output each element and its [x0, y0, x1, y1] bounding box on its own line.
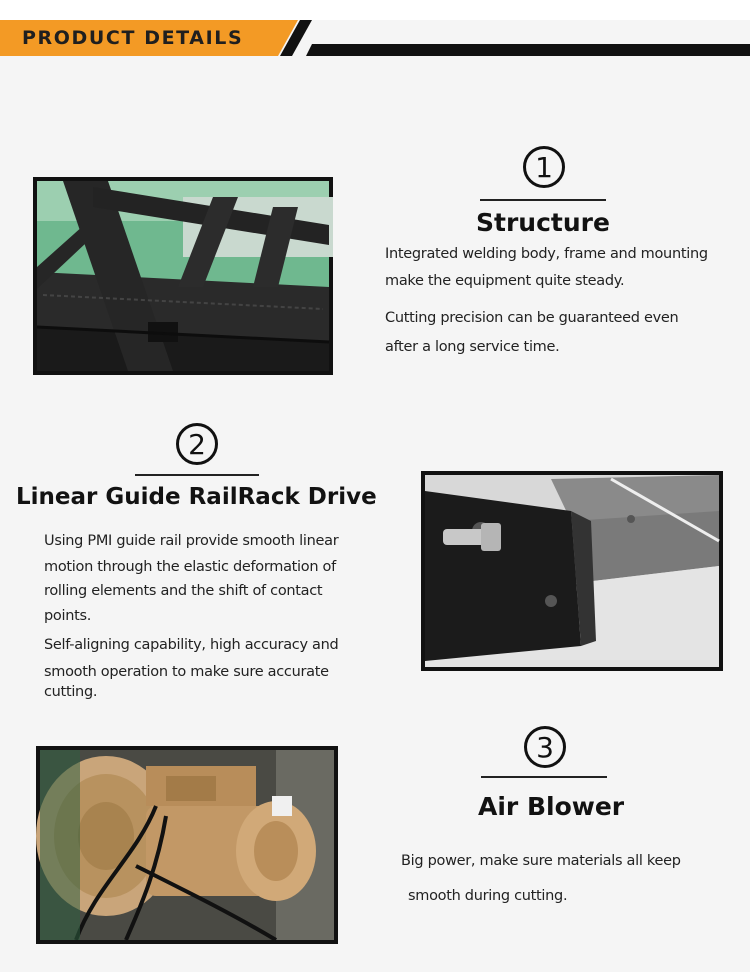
section-paragraph-line: motion through the elastic deformation of — [44, 559, 336, 575]
section-paragraph-line: Cutting precision can be guaranteed even — [385, 310, 679, 326]
section-paragraph-line: make the equipment quite steady. — [385, 273, 625, 289]
section-banner — [0, 20, 750, 56]
structure-photo — [33, 177, 333, 375]
section-title: Air Blower — [478, 792, 625, 821]
air-blower-photo — [36, 746, 338, 944]
linear-guide-photo — [421, 471, 723, 671]
section-number-badge: 1 — [523, 146, 565, 188]
section-number-badge: 3 — [524, 726, 566, 768]
section-paragraph-line: after a long service time. — [385, 339, 560, 355]
section-paragraph-line: points. — [44, 608, 92, 624]
section-title: Structure — [476, 208, 610, 237]
section-paragraph-line: Using PMI guide rail provide smooth linear — [44, 533, 339, 549]
heading-divider — [135, 474, 259, 476]
section-paragraph-line: Big power, make sure materials all keep — [401, 853, 681, 869]
section-paragraph-line: smooth during cutting. — [408, 888, 568, 904]
section-paragraph-line: rolling elements and the shift of contact — [44, 583, 323, 599]
heading-divider — [480, 199, 606, 201]
heading-divider — [481, 776, 607, 778]
section-paragraph-line: Self-aligning capability, high accuracy and — [44, 637, 339, 653]
banner-title: PRODUCT DETAILS — [22, 27, 244, 49]
section-title: Linear Guide RailRack Drive — [16, 484, 377, 510]
section-paragraph-line: Integrated welding body, frame and mounting — [385, 246, 708, 262]
section-paragraph-line: cutting. — [44, 684, 98, 700]
header-top-strip — [0, 0, 750, 20]
section-paragraph-line: smooth operation to make sure accurate — [44, 664, 329, 680]
section-number-badge: 2 — [176, 423, 218, 465]
